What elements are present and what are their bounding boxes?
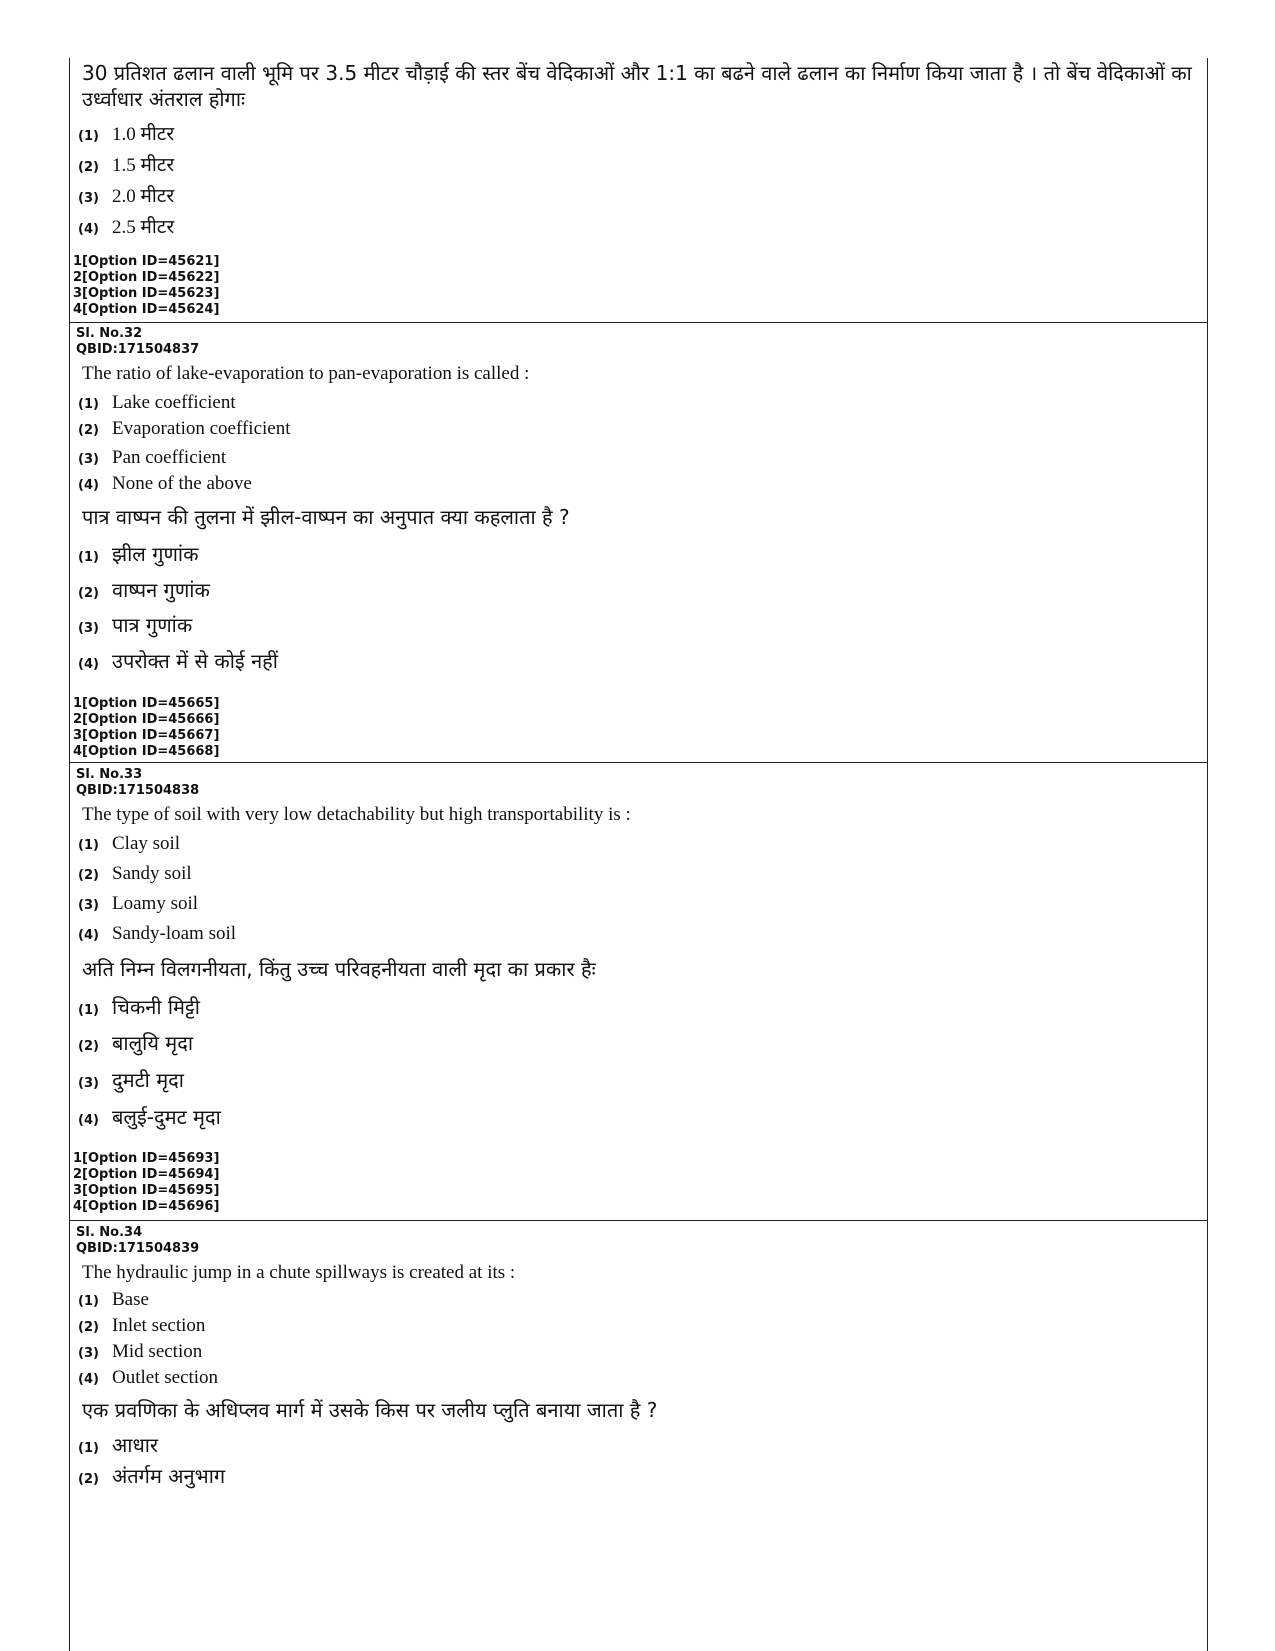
question-paper-frame xyxy=(69,58,1208,1651)
question-text-hindi: अति निम्न विलगनीयता, किंतु उच्च परिवहनीयता वाली मृदा का प्रकार हैः xyxy=(82,957,596,981)
option-1-hi: (1) चिकनी मिट्टी xyxy=(78,995,200,1019)
option-1-en: (1) Clay soil xyxy=(78,833,181,854)
option-2-en: (2) Evaporation coefficient xyxy=(78,418,291,439)
option-ids: 1[Option ID=45693] 2[Option ID=45694] 3[Option ID=45695] 4[Option ID=45696] xyxy=(73,1151,220,1214)
divider xyxy=(70,322,1207,323)
divider xyxy=(70,1220,1207,1221)
option-1-hi: (1) आधार xyxy=(78,1433,159,1457)
option-2-en: (2) Sandy soil xyxy=(78,863,192,884)
option-1-hi: (1) झील गुणांक xyxy=(78,542,199,566)
option-1-en: (1) Base xyxy=(78,1289,149,1310)
question-text-hindi: पात्र वाष्पन की तुलना में झील-वाष्पन का अनुपात क्या कहलाता है ? xyxy=(82,505,570,529)
divider xyxy=(70,762,1207,763)
option-2-hi: (2) वाष्पन गुणांक xyxy=(78,578,210,602)
option-3: (3) 2.0 मीटर xyxy=(78,186,175,207)
option-4: (4) 2.5 मीटर xyxy=(78,217,175,238)
option-3-en: (3) Mid section xyxy=(78,1341,203,1362)
option-1: (1) 1.0 मीटर xyxy=(78,124,175,145)
serial-number: Sl. No.33 xyxy=(76,767,143,782)
option-3-en: (3) Pan coefficient xyxy=(78,447,227,468)
question-text-english: The type of soil with very low detachability but high transportability is : xyxy=(82,804,631,825)
qbid: QBID:171504838 xyxy=(76,783,200,798)
option-4-hi: (4) बलुई-दुमट मृदा xyxy=(78,1105,221,1129)
option-2-hi: (2) अंतर्गम अनुभाग xyxy=(78,1464,226,1488)
question-text-english: The ratio of lake-evaporation to pan-evaporation is called : xyxy=(82,363,530,384)
option-3-en: (3) Loamy soil xyxy=(78,893,199,914)
question-text-hindi: एक प्रवणिका के अधिप्लव मार्ग में उसके किस पर जलीय प्लुति बनाया जाता है ? xyxy=(82,1398,658,1422)
option-4-en: (4) Outlet section xyxy=(78,1367,219,1388)
option-1-en: (1) Lake coefficient xyxy=(78,392,236,413)
option-ids: 1[Option ID=45621] 2[Option ID=45622] 3[Option ID=45623] 4[Option ID=45624] xyxy=(73,254,220,317)
serial-number: Sl. No.32 xyxy=(76,326,143,341)
option-ids: 1[Option ID=45665] 2[Option ID=45666] 3[Option ID=45667] 4[Option ID=45668] xyxy=(73,696,220,759)
question-text-english: The hydraulic jump in a chute spillways is created at its : xyxy=(82,1262,516,1283)
option-2: (2) 1.5 मीटर xyxy=(78,155,175,176)
question-text-hindi: 30 प्रतिशत ढलान वाली भूमि पर 3.5 मीटर चौड़ाई की स्तर बेंच वेदिकाओं और 1:1 का बढने वाले ढलान का निर्माण किया जाता है । तो बेंच वेदिकाओं का उर्ध्वाधार अंतराल होगाः xyxy=(82,61,1192,111)
qbid: QBID:171504839 xyxy=(76,1241,200,1256)
option-2-en: (2) Inlet section xyxy=(78,1315,206,1336)
option-4-hi: (4) उपरोक्त में से कोई नहीं xyxy=(78,649,278,673)
option-4-en: (4) Sandy-loam soil xyxy=(78,923,237,944)
qbid: QBID:171504837 xyxy=(76,342,200,357)
option-2-hi: (2) बालुयि मृदा xyxy=(78,1031,194,1055)
option-4-en: (4) None of the above xyxy=(78,473,252,494)
option-3-hi: (3) पात्र गुणांक xyxy=(78,613,193,637)
serial-number: Sl. No.34 xyxy=(76,1225,143,1240)
option-3-hi: (3) दुमटी मृदा xyxy=(78,1068,184,1092)
